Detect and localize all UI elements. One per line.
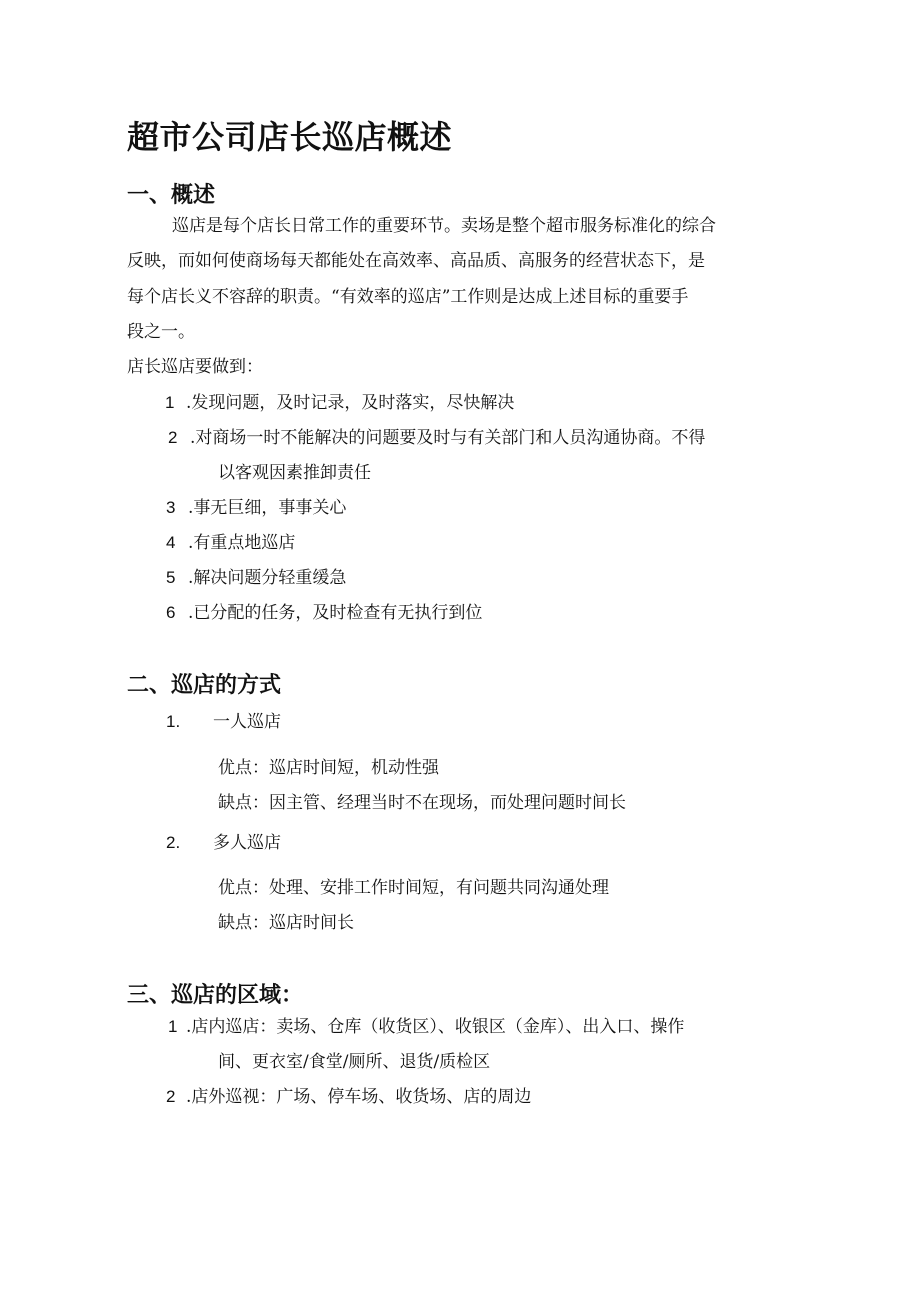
method-number: 1. [166,712,181,731]
method-pros: 优点：巡店时间短，机动性强 [218,758,439,778]
list-item: .事无巨细，事事关心 [188,498,347,518]
list-number: 4 [166,533,176,552]
list-item: .有重点地巡店 [188,533,296,553]
list-number: 2 [168,428,178,447]
method-number: 2. [166,833,181,852]
list-item-continuation: 以客观因素推卸责任 [218,463,371,483]
list-number: 1 [168,1017,178,1036]
list-item: .已分配的任务，及时检查有无执行到位 [188,603,483,623]
list-item: .店内巡店：卖场、仓库（收货区）、收银区（金库）、出入口、操作 [186,1017,685,1037]
list-item-continuation: 间、更衣室/食堂/厕所、退货/质检区 [218,1052,491,1072]
section-heading-areas: 三、巡店的区域： [127,983,304,1008]
list-item: .发现问题，及时记录，及时落实，尽快解决 [186,393,515,413]
list-number: 2 [166,1087,176,1106]
document-title: 超市公司店长巡店概述 [127,118,453,156]
list-number: 6 [166,603,176,622]
paragraph-line: 巡店是每个店长日常工作的重要环节。卖场是整个超市服务标准化的综合 [172,216,716,236]
list-number: 5 [166,568,176,587]
list-item: .店外巡视：广场、停车场、收货场、店的周边 [186,1087,532,1107]
method-name: 一人巡店 [213,712,281,732]
method-cons: 缺点：因主管、经理当时不在现场，而处理问题时间长 [218,793,626,813]
section-heading-methods: 二、巡店的方式 [127,673,282,698]
method-name: 多人巡店 [213,833,281,853]
method-pros: 优点：处理、安排工作时间短，有问题共同沟通处理 [218,878,609,898]
list-number: 1 [165,393,175,412]
section-heading-overview: 一、概述 [127,183,216,208]
list-item: .对商场一时不能解决的问题要及时与有关部门和人员沟通协商。不得 [190,428,706,448]
list-item: .解决问题分轻重缓急 [188,568,347,588]
method-cons: 缺点：巡店时间长 [218,913,354,933]
paragraph-line: 反映，而如何使商场每天都能处在高效率、高品质、高服务的经营状态下，是 [127,251,705,271]
list-number: 3 [166,498,176,517]
paragraph-line: 段之一。 [127,322,195,342]
requirements-label: 店长巡店要做到： [127,357,263,377]
paragraph-line: 每个店长义不容辞的职责。“有效率的巡店”工作则是达成上述目标的重要手 [127,287,689,307]
